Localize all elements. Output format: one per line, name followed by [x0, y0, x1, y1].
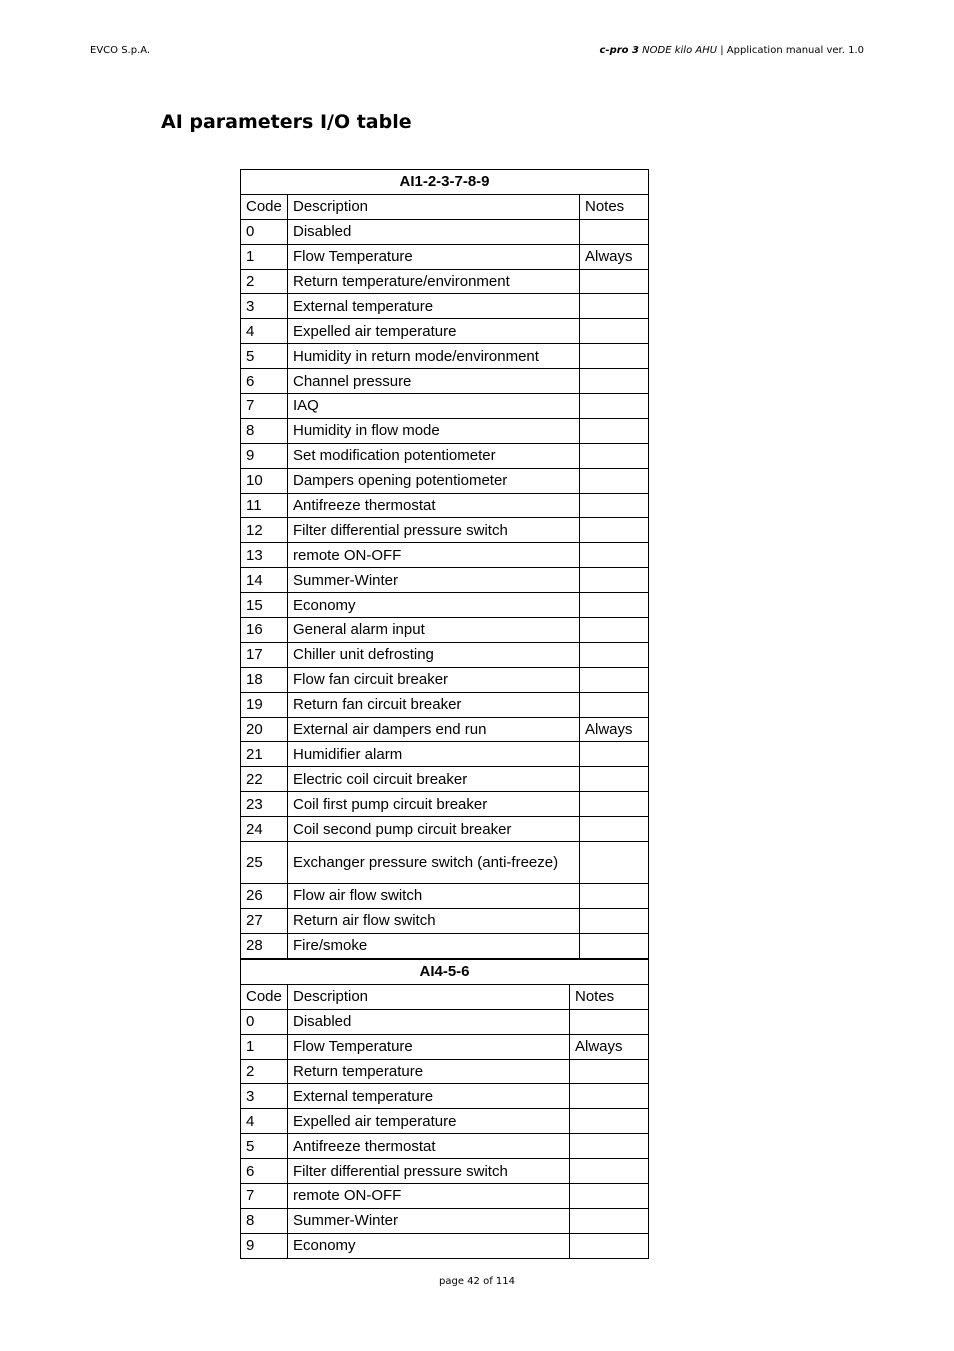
description-cell: General alarm input — [288, 618, 580, 643]
code-cell: 12 — [241, 518, 288, 543]
notes-cell: Always — [580, 717, 649, 742]
description-cell: Filter differential pressure switch — [288, 1159, 570, 1184]
description-cell: Disabled — [288, 1009, 570, 1034]
code-cell: 6 — [241, 1159, 288, 1184]
description-cell: Filter differential pressure switch — [288, 518, 580, 543]
table-row — [241, 692, 649, 717]
code-cell: 1 — [241, 244, 288, 269]
notes-cell — [580, 468, 649, 493]
column-header-description: Description — [288, 984, 570, 1009]
table-row — [241, 1208, 649, 1233]
notes-cell — [580, 319, 649, 344]
description-cell: Electric coil circuit breaker — [288, 767, 580, 792]
description-cell: External temperature — [288, 294, 580, 319]
description-cell: Return air flow switch — [288, 908, 580, 933]
table-row — [241, 369, 649, 394]
table-row — [241, 717, 649, 742]
notes-cell: Always — [570, 1034, 649, 1059]
code-cell: 28 — [241, 933, 288, 958]
description-cell: Expelled air temperature — [288, 1109, 570, 1134]
notes-cell — [580, 933, 649, 958]
notes-cell — [570, 1233, 649, 1258]
notes-cell — [570, 1134, 649, 1159]
table-header-row — [241, 984, 649, 1009]
column-header-code: Code — [241, 984, 288, 1009]
description-cell: Return fan circuit breaker — [288, 692, 580, 717]
code-cell: 0 — [241, 219, 288, 244]
notes-cell — [580, 543, 649, 568]
notes-cell — [580, 394, 649, 419]
table-row — [241, 1109, 649, 1134]
notes-cell — [580, 767, 649, 792]
page-number: page 42 of 114 — [439, 1276, 515, 1287]
description-cell: Economy — [288, 593, 580, 618]
code-cell: 3 — [241, 1084, 288, 1109]
notes-cell — [580, 593, 649, 618]
notes-cell — [580, 842, 649, 884]
description-cell: Chiller unit defrosting — [288, 642, 580, 667]
table-row — [241, 933, 649, 958]
table-row — [241, 319, 649, 344]
table-row — [241, 1034, 649, 1059]
code-cell: 26 — [241, 884, 288, 909]
notes-cell — [580, 642, 649, 667]
description-cell: External temperature — [288, 1084, 570, 1109]
table-row — [241, 767, 649, 792]
description-cell: Humidifier alarm — [288, 742, 580, 767]
table-row — [241, 219, 649, 244]
description-cell: Flow Temperature — [288, 244, 580, 269]
table-row — [241, 884, 649, 909]
description-cell: Flow air flow switch — [288, 884, 580, 909]
code-cell: 9 — [241, 443, 288, 468]
description-cell: remote ON-OFF — [288, 543, 580, 568]
table-row — [241, 1159, 649, 1184]
description-cell: Antifreeze thermostat — [288, 1134, 570, 1159]
table-header-row — [241, 194, 649, 219]
notes-cell — [580, 418, 649, 443]
notes-cell — [580, 518, 649, 543]
notes-cell — [580, 369, 649, 394]
code-cell: 5 — [241, 1134, 288, 1159]
io-table-ai1-2-3-7-8-9 — [240, 169, 649, 959]
description-cell: Disabled — [288, 219, 580, 244]
column-header-description: Description — [288, 194, 580, 219]
table-row — [241, 908, 649, 933]
code-cell: 9 — [241, 1233, 288, 1258]
header-product-italic: NODE kilo AHU — [642, 45, 718, 56]
code-cell: 17 — [241, 642, 288, 667]
description-cell: Antifreeze thermostat — [288, 493, 580, 518]
table-row — [241, 443, 649, 468]
notes-cell — [570, 1084, 649, 1109]
code-cell: 3 — [241, 294, 288, 319]
description-cell: Flow Temperature — [288, 1034, 570, 1059]
column-header-notes: Notes — [570, 984, 649, 1009]
code-cell: 8 — [241, 1208, 288, 1233]
code-cell: 18 — [241, 667, 288, 692]
table-row — [241, 642, 649, 667]
table-row — [241, 1233, 649, 1258]
code-cell: 1 — [241, 1034, 288, 1059]
code-cell: 4 — [241, 319, 288, 344]
header-company: EVCO S.p.A. — [90, 45, 151, 56]
notes-cell — [570, 1184, 649, 1209]
code-cell: 0 — [241, 1009, 288, 1034]
description-cell: Humidity in return mode/environment — [288, 344, 580, 369]
description-cell: Coil first pump circuit breaker — [288, 792, 580, 817]
table-row — [241, 1009, 649, 1034]
page-title: AI parameters I/O table — [161, 111, 412, 133]
table-row — [241, 667, 649, 692]
code-cell: 4 — [241, 1109, 288, 1134]
table-caption: AI4-5-6 — [241, 960, 649, 985]
table-row — [241, 1134, 649, 1159]
code-cell: 19 — [241, 692, 288, 717]
table-caption: AI1-2-3-7-8-9 — [241, 170, 649, 195]
table-row — [241, 742, 649, 767]
description-cell: Return temperature/environment — [288, 269, 580, 294]
table-row — [241, 842, 649, 884]
code-cell: 16 — [241, 618, 288, 643]
code-cell: 11 — [241, 493, 288, 518]
notes-cell — [580, 219, 649, 244]
table-row — [241, 817, 649, 842]
notes-cell: Always — [580, 244, 649, 269]
code-cell: 13 — [241, 543, 288, 568]
code-cell: 7 — [241, 394, 288, 419]
code-cell: 6 — [241, 369, 288, 394]
notes-cell — [580, 908, 649, 933]
code-cell: 8 — [241, 418, 288, 443]
description-cell: Summer-Winter — [288, 568, 580, 593]
table-row — [241, 1059, 649, 1084]
table-row — [241, 418, 649, 443]
notes-cell — [580, 667, 649, 692]
notes-cell — [580, 443, 649, 468]
description-cell: Flow fan circuit breaker — [288, 667, 580, 692]
notes-cell — [580, 618, 649, 643]
column-header-code: Code — [241, 194, 288, 219]
code-cell: 22 — [241, 767, 288, 792]
table-row — [241, 1084, 649, 1109]
table-row — [241, 543, 649, 568]
code-cell: 10 — [241, 468, 288, 493]
column-header-notes: Notes — [580, 194, 649, 219]
table-row — [241, 618, 649, 643]
description-cell: remote ON-OFF — [288, 1184, 570, 1209]
code-cell: 2 — [241, 269, 288, 294]
notes-cell — [580, 269, 649, 294]
notes-cell — [570, 1009, 649, 1034]
table-row — [241, 269, 649, 294]
table-row — [241, 518, 649, 543]
table-row — [241, 593, 649, 618]
notes-cell — [570, 1208, 649, 1233]
notes-cell — [580, 792, 649, 817]
code-cell: 14 — [241, 568, 288, 593]
description-cell: Dampers opening potentiometer — [288, 468, 580, 493]
code-cell: 7 — [241, 1184, 288, 1209]
table-row — [241, 568, 649, 593]
description-cell: Exchanger pressure switch (anti-freeze) — [288, 842, 580, 884]
notes-cell — [580, 344, 649, 369]
notes-cell — [580, 568, 649, 593]
description-cell: Fire/smoke — [288, 933, 580, 958]
notes-cell — [580, 692, 649, 717]
code-cell: 21 — [241, 742, 288, 767]
table-row — [241, 1184, 649, 1209]
description-cell: IAQ — [288, 394, 580, 419]
table-caption-row — [241, 960, 649, 985]
notes-cell — [570, 1059, 649, 1084]
notes-cell — [580, 493, 649, 518]
description-cell: Summer-Winter — [288, 1208, 570, 1233]
header-product-bold: c-pro 3 — [599, 45, 639, 56]
description-cell: External air dampers end run — [288, 717, 580, 742]
table-row — [241, 468, 649, 493]
header-manual-version: | Application manual ver. 1.0 — [720, 45, 864, 56]
table-row — [241, 344, 649, 369]
code-cell: 15 — [241, 593, 288, 618]
code-cell: 25 — [241, 842, 288, 884]
table-caption-row — [241, 170, 649, 195]
code-cell: 27 — [241, 908, 288, 933]
description-cell: Humidity in flow mode — [288, 418, 580, 443]
notes-cell — [570, 1159, 649, 1184]
table-row — [241, 244, 649, 269]
notes-cell — [580, 742, 649, 767]
code-cell: 23 — [241, 792, 288, 817]
description-cell: Return temperature — [288, 1059, 570, 1084]
description-cell: Expelled air temperature — [288, 319, 580, 344]
code-cell: 20 — [241, 717, 288, 742]
table-row — [241, 294, 649, 319]
notes-cell — [580, 294, 649, 319]
table-row — [241, 394, 649, 419]
description-cell: Coil second pump circuit breaker — [288, 817, 580, 842]
notes-cell — [580, 817, 649, 842]
code-cell: 5 — [241, 344, 288, 369]
header-document-info — [600, 45, 865, 56]
description-cell: Economy — [288, 1233, 570, 1258]
table-row — [241, 792, 649, 817]
description-cell: Set modification potentiometer — [288, 443, 580, 468]
code-cell: 2 — [241, 1059, 288, 1084]
notes-cell — [570, 1109, 649, 1134]
code-cell: 24 — [241, 817, 288, 842]
table-row — [241, 493, 649, 518]
notes-cell — [580, 884, 649, 909]
description-cell: Channel pressure — [288, 369, 580, 394]
io-table-ai4-5-6 — [240, 959, 649, 1259]
